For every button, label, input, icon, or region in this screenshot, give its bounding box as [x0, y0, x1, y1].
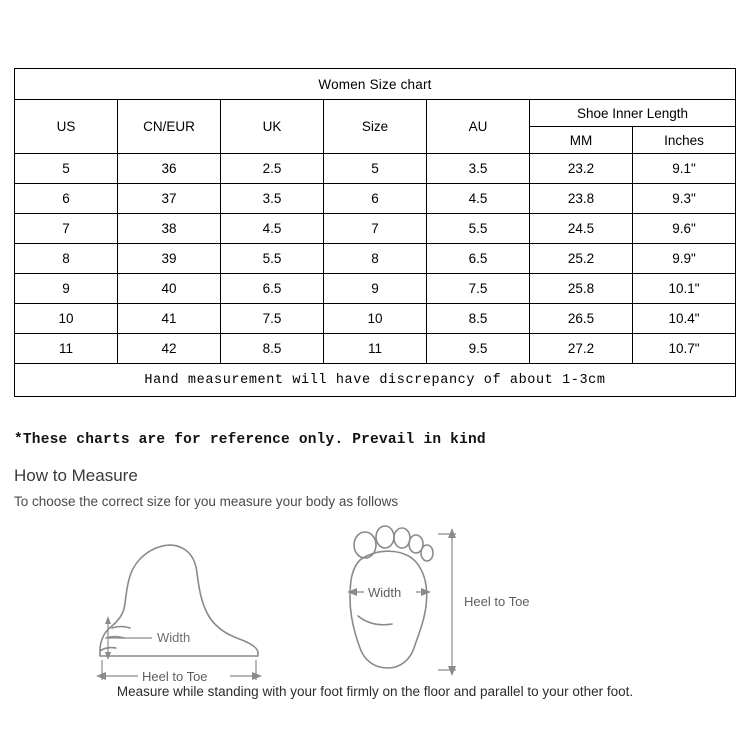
subheader-mm: MM — [530, 127, 633, 154]
cell-size: 10 — [324, 304, 427, 334]
cell-mm: 26.5 — [530, 304, 633, 334]
side-view-width-label: Width — [157, 630, 191, 645]
header-cn-eur: CN/EUR — [118, 100, 221, 154]
measure-footer-note: Measure while standing with your foot firmly on the floor and parallel to your other foot. — [116, 684, 634, 699]
cell-mm: 23.2 — [530, 154, 633, 184]
cell-us: 11 — [15, 334, 118, 364]
cell-au: 7.5 — [427, 274, 530, 304]
cell-inches: 9.6" — [633, 214, 736, 244]
cell-us: 9 — [15, 274, 118, 304]
cell-size: 9 — [324, 274, 427, 304]
cell-uk: 4.5 — [221, 214, 324, 244]
cell-au: 6.5 — [427, 244, 530, 274]
cell-size: 8 — [324, 244, 427, 274]
table-row — [15, 154, 736, 184]
table-header-row — [15, 100, 736, 127]
size-chart-container — [14, 68, 736, 397]
table-row — [15, 274, 736, 304]
cell-inches: 10.7" — [633, 334, 736, 364]
subheader-inches: Inches — [633, 127, 736, 154]
table-row — [15, 334, 736, 364]
side-view-length-label: Heel to Toe — [142, 669, 208, 684]
reference-only-note: *These charts are for reference only. Prevail in kind — [14, 432, 486, 448]
cell-au: 4.5 — [427, 184, 530, 214]
cell-cn-eur: 36 — [118, 154, 221, 184]
cell-mm: 23.8 — [530, 184, 633, 214]
cell-size: 6 — [324, 184, 427, 214]
table-title-row — [15, 69, 736, 100]
top-view-length-label: Heel to Toe — [464, 594, 530, 609]
cell-au: 9.5 — [427, 334, 530, 364]
cell-au: 3.5 — [427, 154, 530, 184]
cell-size: 11 — [324, 334, 427, 364]
measure-diagram-svg — [60, 520, 690, 690]
cell-cn-eur: 39 — [118, 244, 221, 274]
table-row — [15, 244, 736, 274]
size-chart-table — [14, 68, 736, 397]
cell-cn-eur: 37 — [118, 184, 221, 214]
measure-diagram — [60, 520, 690, 690]
cell-uk: 3.5 — [221, 184, 324, 214]
cell-us: 6 — [15, 184, 118, 214]
cell-size: 7 — [324, 214, 427, 244]
header-shoe-inner-length: Shoe Inner Length — [530, 100, 736, 127]
cell-inches: 10.4" — [633, 304, 736, 334]
header-size: Size — [324, 100, 427, 154]
header-us: US — [15, 100, 118, 154]
cell-mm: 27.2 — [530, 334, 633, 364]
how-to-measure-title: How to Measure — [14, 466, 138, 485]
cell-inches: 9.3" — [633, 184, 736, 214]
cell-mm: 25.2 — [530, 244, 633, 274]
cell-us: 5 — [15, 154, 118, 184]
cell-mm: 25.8 — [530, 274, 633, 304]
cell-inches: 9.1" — [633, 154, 736, 184]
table-footer-row — [15, 364, 736, 397]
cell-us: 10 — [15, 304, 118, 334]
cell-uk: 8.5 — [221, 334, 324, 364]
cell-inches: 9.9" — [633, 244, 736, 274]
cell-us: 7 — [15, 214, 118, 244]
table-row — [15, 214, 736, 244]
chart-footer-note: Hand measurement will have discrepancy of about 1-3cm — [15, 364, 736, 397]
cell-uk: 2.5 — [221, 154, 324, 184]
cell-uk: 5.5 — [221, 244, 324, 274]
cell-cn-eur: 42 — [118, 334, 221, 364]
cell-au: 8.5 — [427, 304, 530, 334]
cell-size: 5 — [324, 154, 427, 184]
cell-uk: 6.5 — [221, 274, 324, 304]
header-uk: UK — [221, 100, 324, 154]
side-view-width-arrow — [105, 616, 152, 660]
cell-us: 8 — [15, 244, 118, 274]
how-to-measure-subtitle: To choose the correct size for you measure your body as follows — [14, 494, 399, 509]
table-row — [15, 184, 736, 214]
cell-mm: 24.5 — [530, 214, 633, 244]
cell-uk: 7.5 — [221, 304, 324, 334]
cell-au: 5.5 — [427, 214, 530, 244]
cell-inches: 10.1" — [633, 274, 736, 304]
top-view-width-label: Width — [368, 585, 402, 600]
table-row — [15, 304, 736, 334]
cell-cn-eur: 40 — [118, 274, 221, 304]
cell-cn-eur: 38 — [118, 214, 221, 244]
top-view-length-arrow — [438, 528, 456, 676]
chart-title: Women Size chart — [15, 69, 736, 100]
header-au: AU — [427, 100, 530, 154]
cell-cn-eur: 41 — [118, 304, 221, 334]
